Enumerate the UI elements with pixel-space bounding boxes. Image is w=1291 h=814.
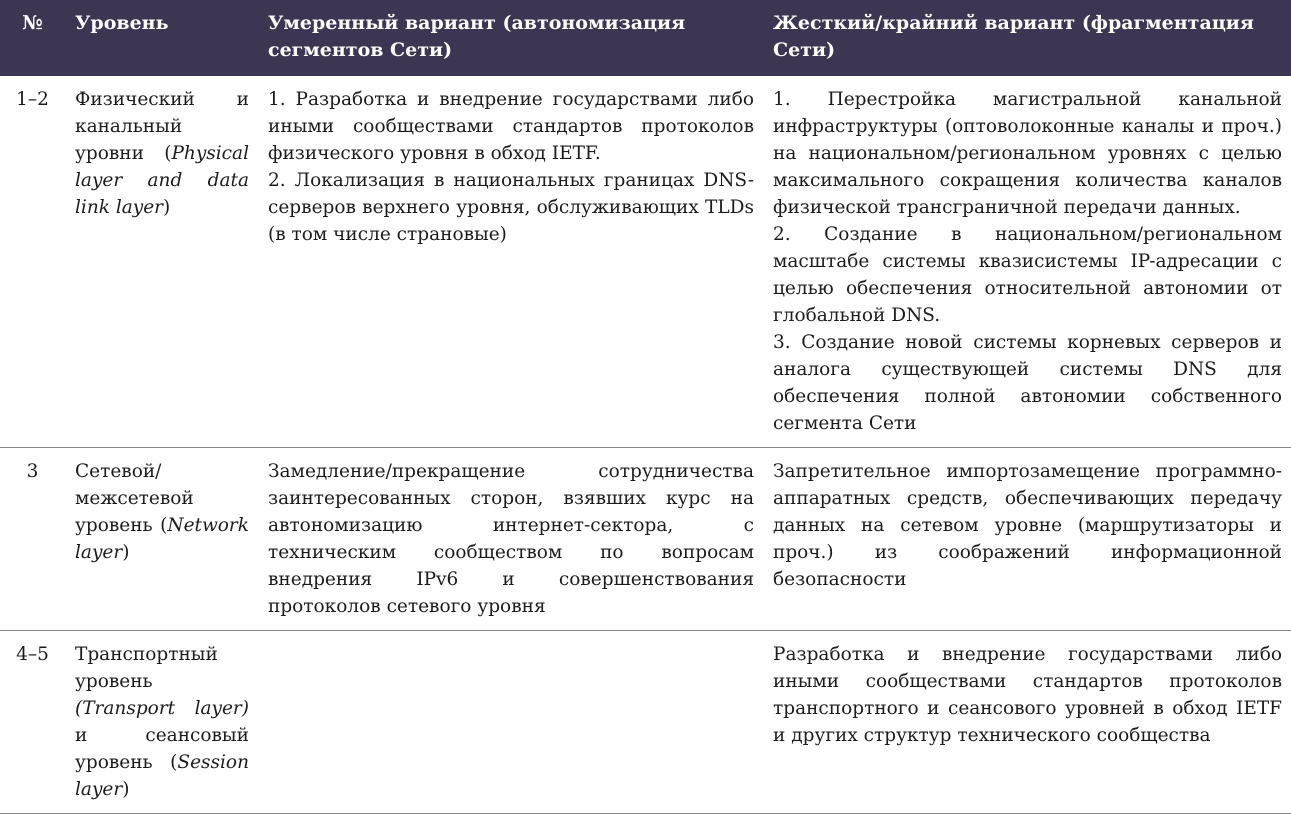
moderate-item: Замедление/прекращение сотрудничества заинтересованных сторон, взявших курс на автономизацию интернет-сектора, с техническим сообществом по вопросам внедрения IPv6 и совершенствования протоколов сетевого уровня bbox=[268, 461, 754, 617]
level-english: Network layer bbox=[75, 515, 249, 563]
level-english: Physical layer and data link layer bbox=[75, 143, 249, 218]
hard-item: 3. Создание новой системы корневых серверов и аналога существующей системы DNS для обеспечения полной автономии собственного сегмента Сети bbox=[773, 332, 1282, 434]
table-header-row bbox=[0, 0, 1291, 76]
level-close: ) bbox=[122, 779, 130, 800]
row-moderate bbox=[258, 631, 763, 814]
row-hard bbox=[763, 448, 1291, 631]
level-english: (Transport layer) bbox=[75, 698, 249, 719]
row-level bbox=[65, 76, 258, 448]
level-close: ) bbox=[163, 197, 171, 218]
row-num: 4–5 bbox=[0, 631, 65, 814]
row-moderate bbox=[258, 448, 763, 631]
level-text: и сеансовый уровень ( bbox=[75, 725, 249, 773]
level-english: Session layer bbox=[75, 752, 249, 800]
header-moderate: Умеренный вариант (автономизация сегментов Сети) bbox=[258, 0, 763, 76]
row-moderate bbox=[258, 76, 763, 448]
table-row bbox=[0, 448, 1291, 631]
hard-item: Запретительное импортозамещение программно-аппаратных средств, обеспечивающих передачу данных на сетевом уровне (маршрутизаторы и проч.) из соображений информационной безопасности bbox=[773, 461, 1282, 590]
row-level bbox=[65, 631, 258, 814]
row-num: 1–2 bbox=[0, 76, 65, 448]
hard-item: 1. Перестройка магистральной канальной инфраструктуры (оптоволоконные каналы и проч.) на национальном/региональном уровнях с целью максимального сокращения количества каналов физической трансграничной передачи данных. bbox=[773, 89, 1282, 218]
row-level bbox=[65, 448, 258, 631]
header-level: Уровень bbox=[65, 0, 258, 76]
level-close: ) bbox=[122, 542, 130, 563]
level-text: Транспортный уровень bbox=[75, 644, 218, 692]
level-text: Физический и канальный уровни ( bbox=[75, 89, 249, 164]
row-hard bbox=[763, 631, 1291, 814]
level-text: Сетевой/ межсетевой уровень ( bbox=[75, 461, 194, 536]
header-hard: Жесткий/крайний вариант (фрагментация Сети) bbox=[763, 0, 1291, 76]
moderate-item: 2. Локализация в национальных границах DNS-серверов верхнего уровня, обслуживающих TLDs (в том числе страновые) bbox=[268, 170, 754, 245]
header-num: № bbox=[0, 0, 65, 76]
moderate-item: 1. Разработка и внедрение государствами либо иными сообществами стандартов протоколов физического уровня в обход IETF. bbox=[268, 89, 754, 164]
table-row bbox=[0, 631, 1291, 814]
table-row bbox=[0, 76, 1291, 448]
hard-item: Разработка и внедрение государствами либо иными сообществами стандартов протоколов транспортного и сеансового уровней в обход IETF и других структур технического сообщества bbox=[773, 644, 1282, 746]
row-hard bbox=[763, 76, 1291, 448]
hard-item: 2. Создание в национальном/региональном масштабе системы квазисистемы IP-адресации с целью обеспечения относительной автономии от глобальной DNS. bbox=[773, 224, 1282, 326]
row-num: 3 bbox=[0, 448, 65, 631]
